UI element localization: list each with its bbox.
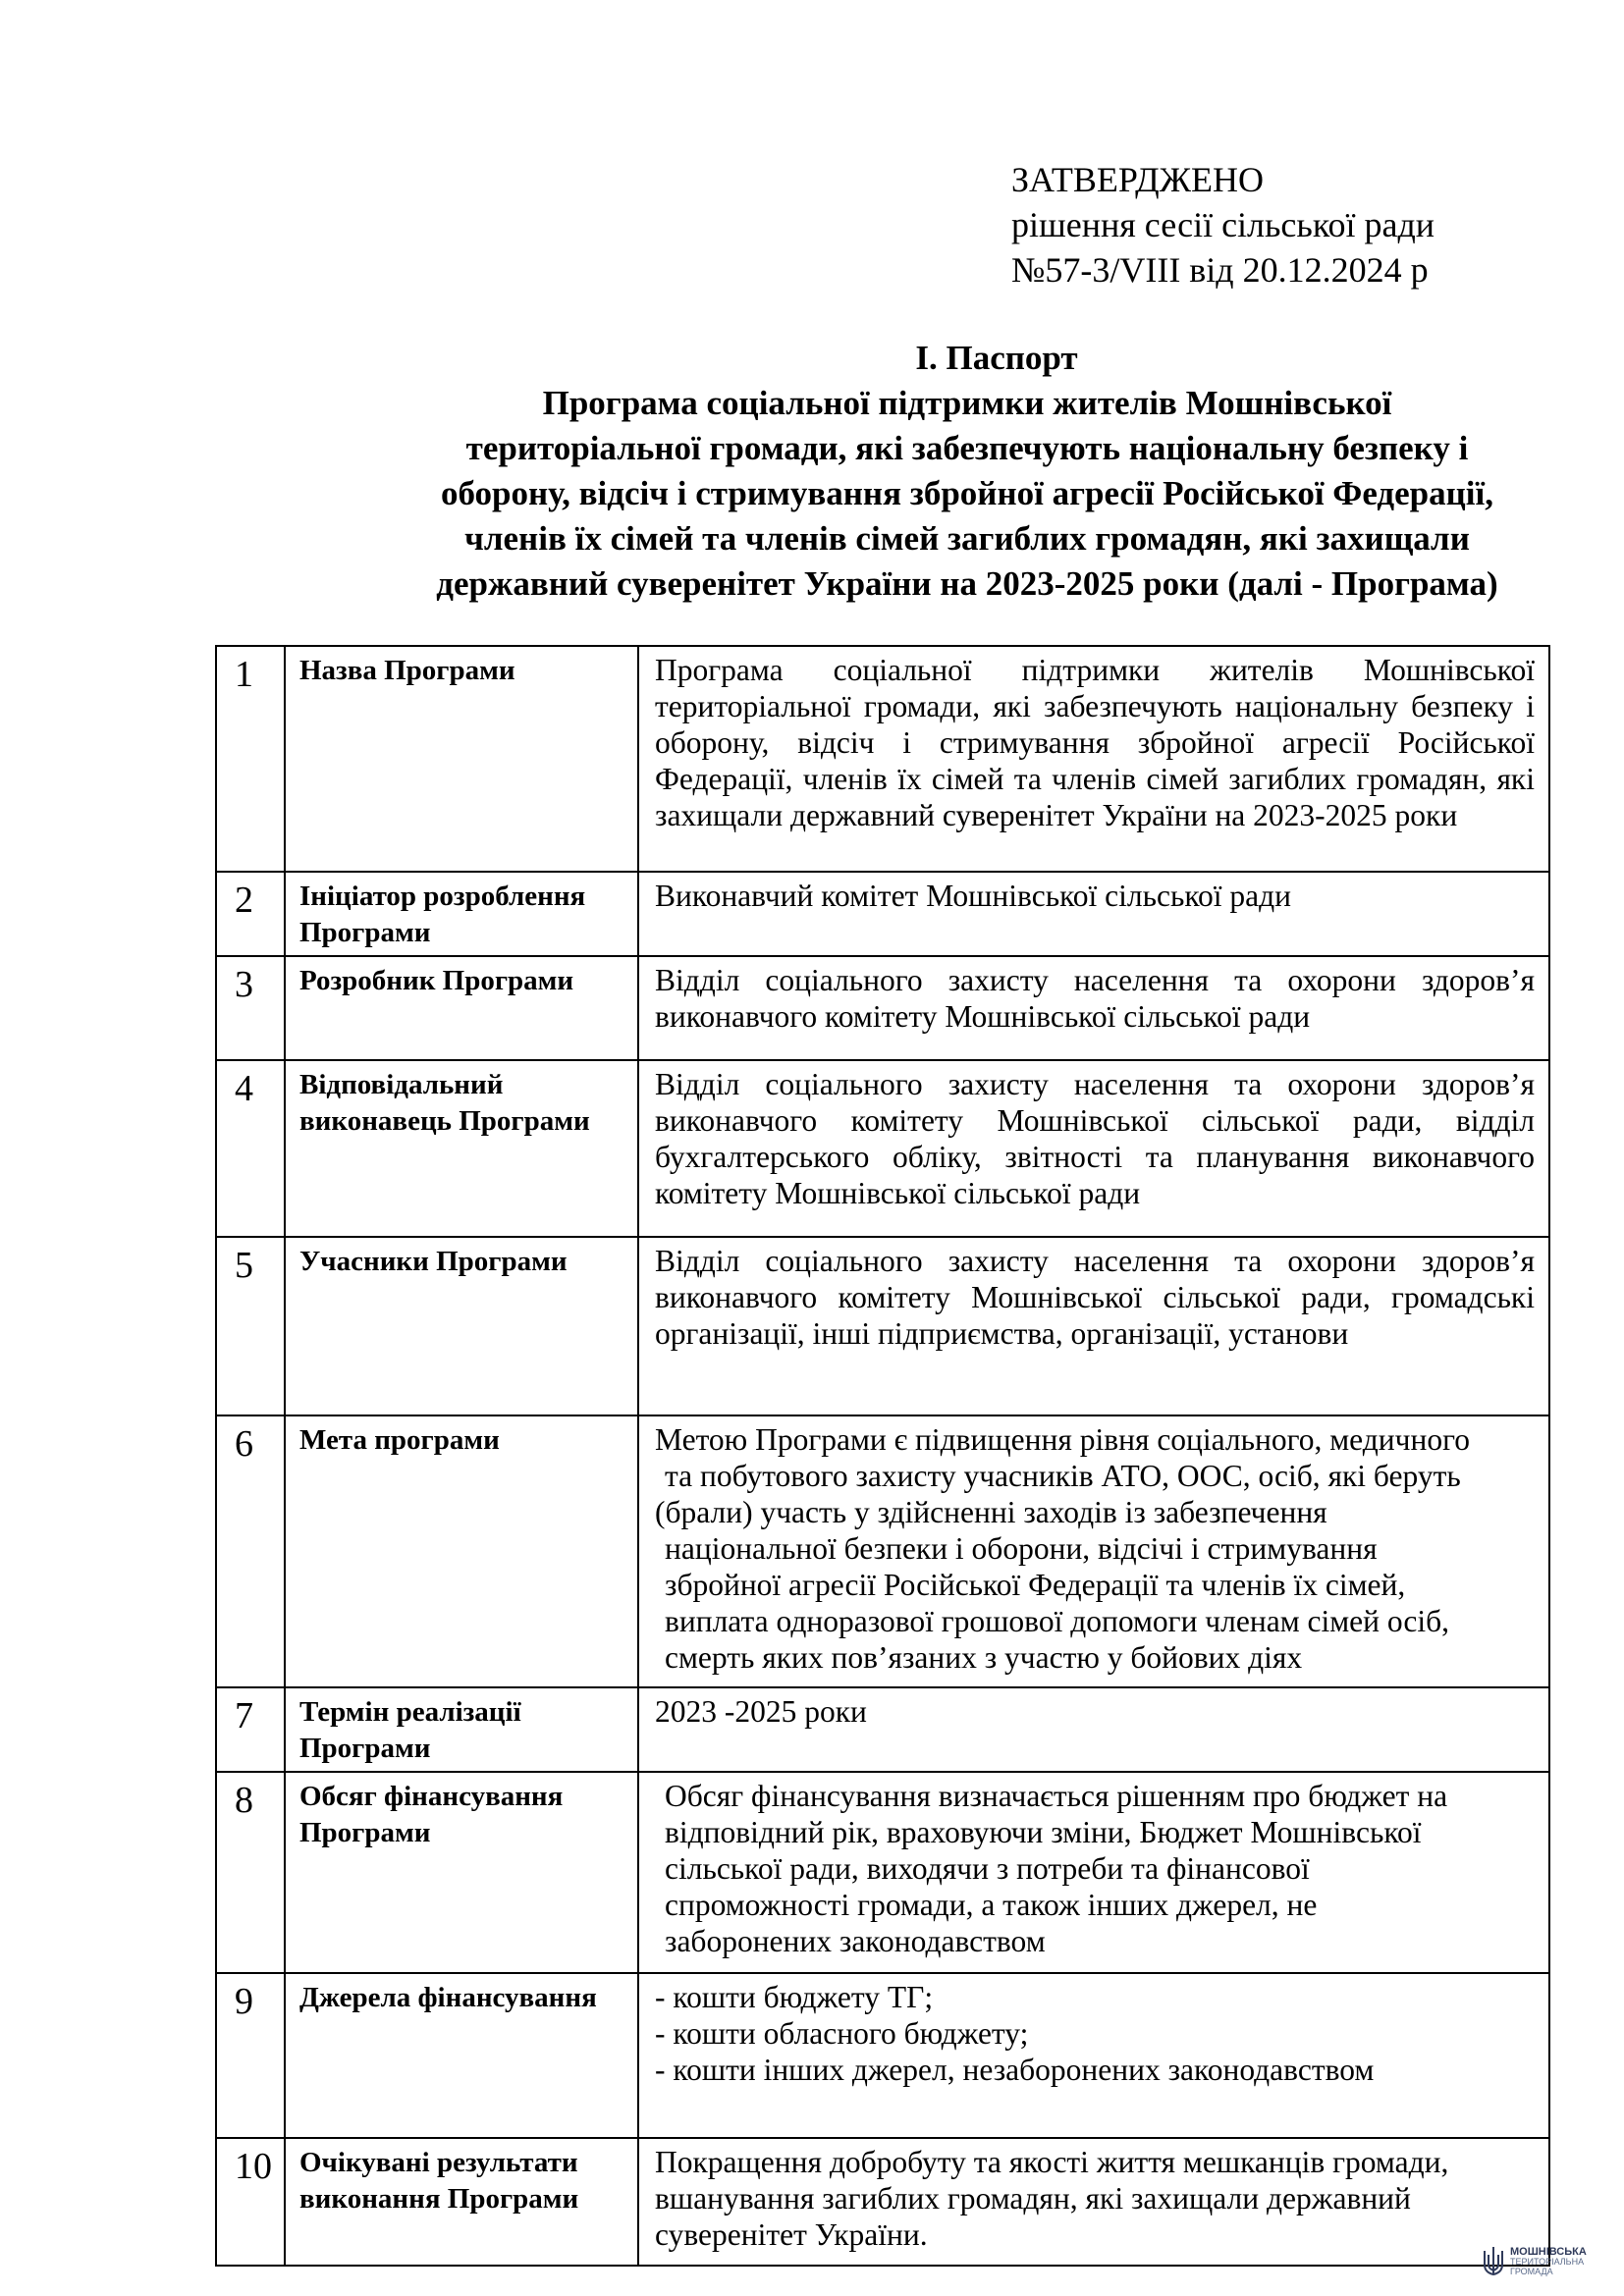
row-label: Відповідальний виконавець Програми bbox=[285, 1060, 638, 1237]
approval-stamp bbox=[1011, 157, 1435, 293]
value-line: - кошти бюджету ТГ; bbox=[655, 1980, 934, 2014]
row-value: 2023 -2025 роки bbox=[638, 1687, 1549, 1772]
row-number: 4 bbox=[216, 1060, 285, 1237]
value-line: - кошти обласного бюджету; bbox=[655, 2016, 1029, 2051]
value-line: вшанування загиблих громадян, які захищали державний bbox=[655, 2181, 1411, 2216]
value-line: Покращення добробуту та якості життя мешканців громади, bbox=[655, 2145, 1449, 2179]
table-row bbox=[216, 1415, 1549, 1687]
row-value bbox=[638, 2138, 1549, 2266]
title-line: членів їх сімей та членів сімей загиблих громадян, які захищали bbox=[464, 519, 1470, 558]
value-line: смерть яких пов’язаних з участю у бойових діях bbox=[665, 1640, 1303, 1675]
trident-icon bbox=[1481, 2245, 1506, 2278]
row-value: Відділ соціального захисту населення та охорони здоров’я виконавчого комітету Мошнівської сільської ради, відділ бухгалтерського обліку, звітності та планування виконавчого комітету Мошнівської сільської ради bbox=[638, 1060, 1549, 1237]
row-label: Ініціатор розроблення Програми bbox=[285, 872, 638, 956]
section-heading: І. Паспорт bbox=[915, 339, 1078, 377]
logo-sub: ТЕРИТОРІАЛЬНА bbox=[1510, 2257, 1585, 2267]
value-line: Обсяг фінансування визначається рішенням про бюджет на bbox=[665, 1779, 1448, 1813]
row-number: 7 bbox=[216, 1687, 285, 1772]
table-row bbox=[216, 872, 1549, 956]
approval-decision: рішення сесії сільської ради bbox=[1011, 205, 1435, 244]
value-line: (брали) участь у здійсненні заходів із забезпечення bbox=[655, 1495, 1327, 1529]
table-row bbox=[216, 1060, 1549, 1237]
logo-sub: ГРОМАДА bbox=[1510, 2267, 1553, 2276]
row-number: 5 bbox=[216, 1237, 285, 1415]
row-label: Очікувані результати виконання Програми bbox=[285, 2138, 638, 2266]
row-value: Відділ соціального захисту населення та охорони здоров’я виконавчого комітету Мошнівської сільської ради bbox=[638, 956, 1549, 1060]
value-line: відповідний рік, враховуючи зміни, Бюджет Мошнівської bbox=[665, 1815, 1422, 1849]
row-label: Обсяг фінансування Програми bbox=[285, 1772, 638, 1973]
table-row bbox=[216, 1237, 1549, 1415]
title-line: оборону, відсіч і стримування збройної агресії Російської Федерації, bbox=[440, 474, 1493, 512]
value-line: виплата одноразової грошової допомоги членам сімей осіб, bbox=[665, 1604, 1450, 1638]
title-line: Програма соціальної підтримки жителів Мошнівської bbox=[542, 384, 1392, 422]
row-label: Мета програми bbox=[285, 1415, 638, 1687]
row-label: Назва Програми bbox=[285, 646, 638, 872]
approval-number-date: №57-3/VIII від 20.12.2024 р bbox=[1011, 250, 1429, 290]
row-label: Джерела фінансування bbox=[285, 1973, 638, 2138]
row-value: Програма соціальної підтримки жителів Мошнівської територіальної громади, які забезпечують національну безпеку і оборону, відсіч і стримування збройної агресії Російської Федерації, членів їх сімей та членів сімей загиблих громадян, які захищали державний суверенітет України на 2023-2025 роки bbox=[638, 646, 1549, 872]
table-row bbox=[216, 956, 1549, 1060]
row-label: Учасники Програми bbox=[285, 1237, 638, 1415]
row-number: 3 bbox=[216, 956, 285, 1060]
row-label: Термін реалізації Програми bbox=[285, 1687, 638, 1772]
value-line: суверенітет України. bbox=[655, 2217, 928, 2252]
table-row bbox=[216, 1687, 1549, 1772]
row-label: Розробник Програми bbox=[285, 956, 638, 1060]
row-number: 2 bbox=[216, 872, 285, 956]
row-value: Виконавчий комітет Мошнівської сільської ради bbox=[638, 872, 1549, 956]
title-line: територіальної громади, які забезпечують національну безпеку і bbox=[465, 429, 1469, 467]
table-row bbox=[216, 1973, 1549, 2138]
approval-title: ЗАТВЕРДЖЕНО bbox=[1011, 160, 1264, 199]
logo-text bbox=[1510, 2247, 1587, 2276]
table-row bbox=[216, 646, 1549, 872]
row-value bbox=[638, 1415, 1549, 1687]
table-row bbox=[216, 2138, 1549, 2266]
document-title bbox=[334, 336, 1600, 607]
row-value bbox=[638, 1973, 1549, 2138]
row-value bbox=[638, 1772, 1549, 1973]
value-line: та побутового захисту учасників АТО, ООС, осіб, які беруть bbox=[665, 1459, 1461, 1493]
row-number: 9 bbox=[216, 1973, 285, 2138]
value-line: спроможності громади, а також інших джерел, не bbox=[665, 1888, 1318, 1922]
row-number: 6 bbox=[216, 1415, 285, 1687]
value-line: Метою Програми є підвищення рівня соціального, медичного bbox=[655, 1422, 1470, 1457]
row-value: Відділ соціального захисту населення та охорони здоров’я виконавчого комітету Мошнівської сільської ради, громадські організації, інші підприємства, організації, установи bbox=[638, 1237, 1549, 1415]
title-line: державний суверенітет України на 2023-2025 роки (далі - Програма) bbox=[436, 564, 1498, 603]
community-logo bbox=[1481, 2242, 1587, 2281]
row-number: 1 bbox=[216, 646, 285, 872]
table-row bbox=[216, 1772, 1549, 1973]
value-line: сільської ради, виходячи з потреби та фінансової bbox=[665, 1851, 1310, 1886]
logo-brand: МОШНІВСЬКА bbox=[1510, 2246, 1587, 2258]
value-line: - кошти інших джерел, незаборонених законодавством bbox=[655, 2053, 1375, 2087]
row-number: 10 bbox=[216, 2138, 285, 2266]
value-line: національної безпеки і оборони, відсічі і стримування bbox=[665, 1531, 1378, 1566]
value-line: заборонених законодавством bbox=[665, 1924, 1046, 1958]
value-line: збройної агресії Російської Федерації та членів їх сімей, bbox=[665, 1568, 1406, 1602]
row-number: 8 bbox=[216, 1772, 285, 1973]
passport-table bbox=[215, 645, 1550, 2267]
